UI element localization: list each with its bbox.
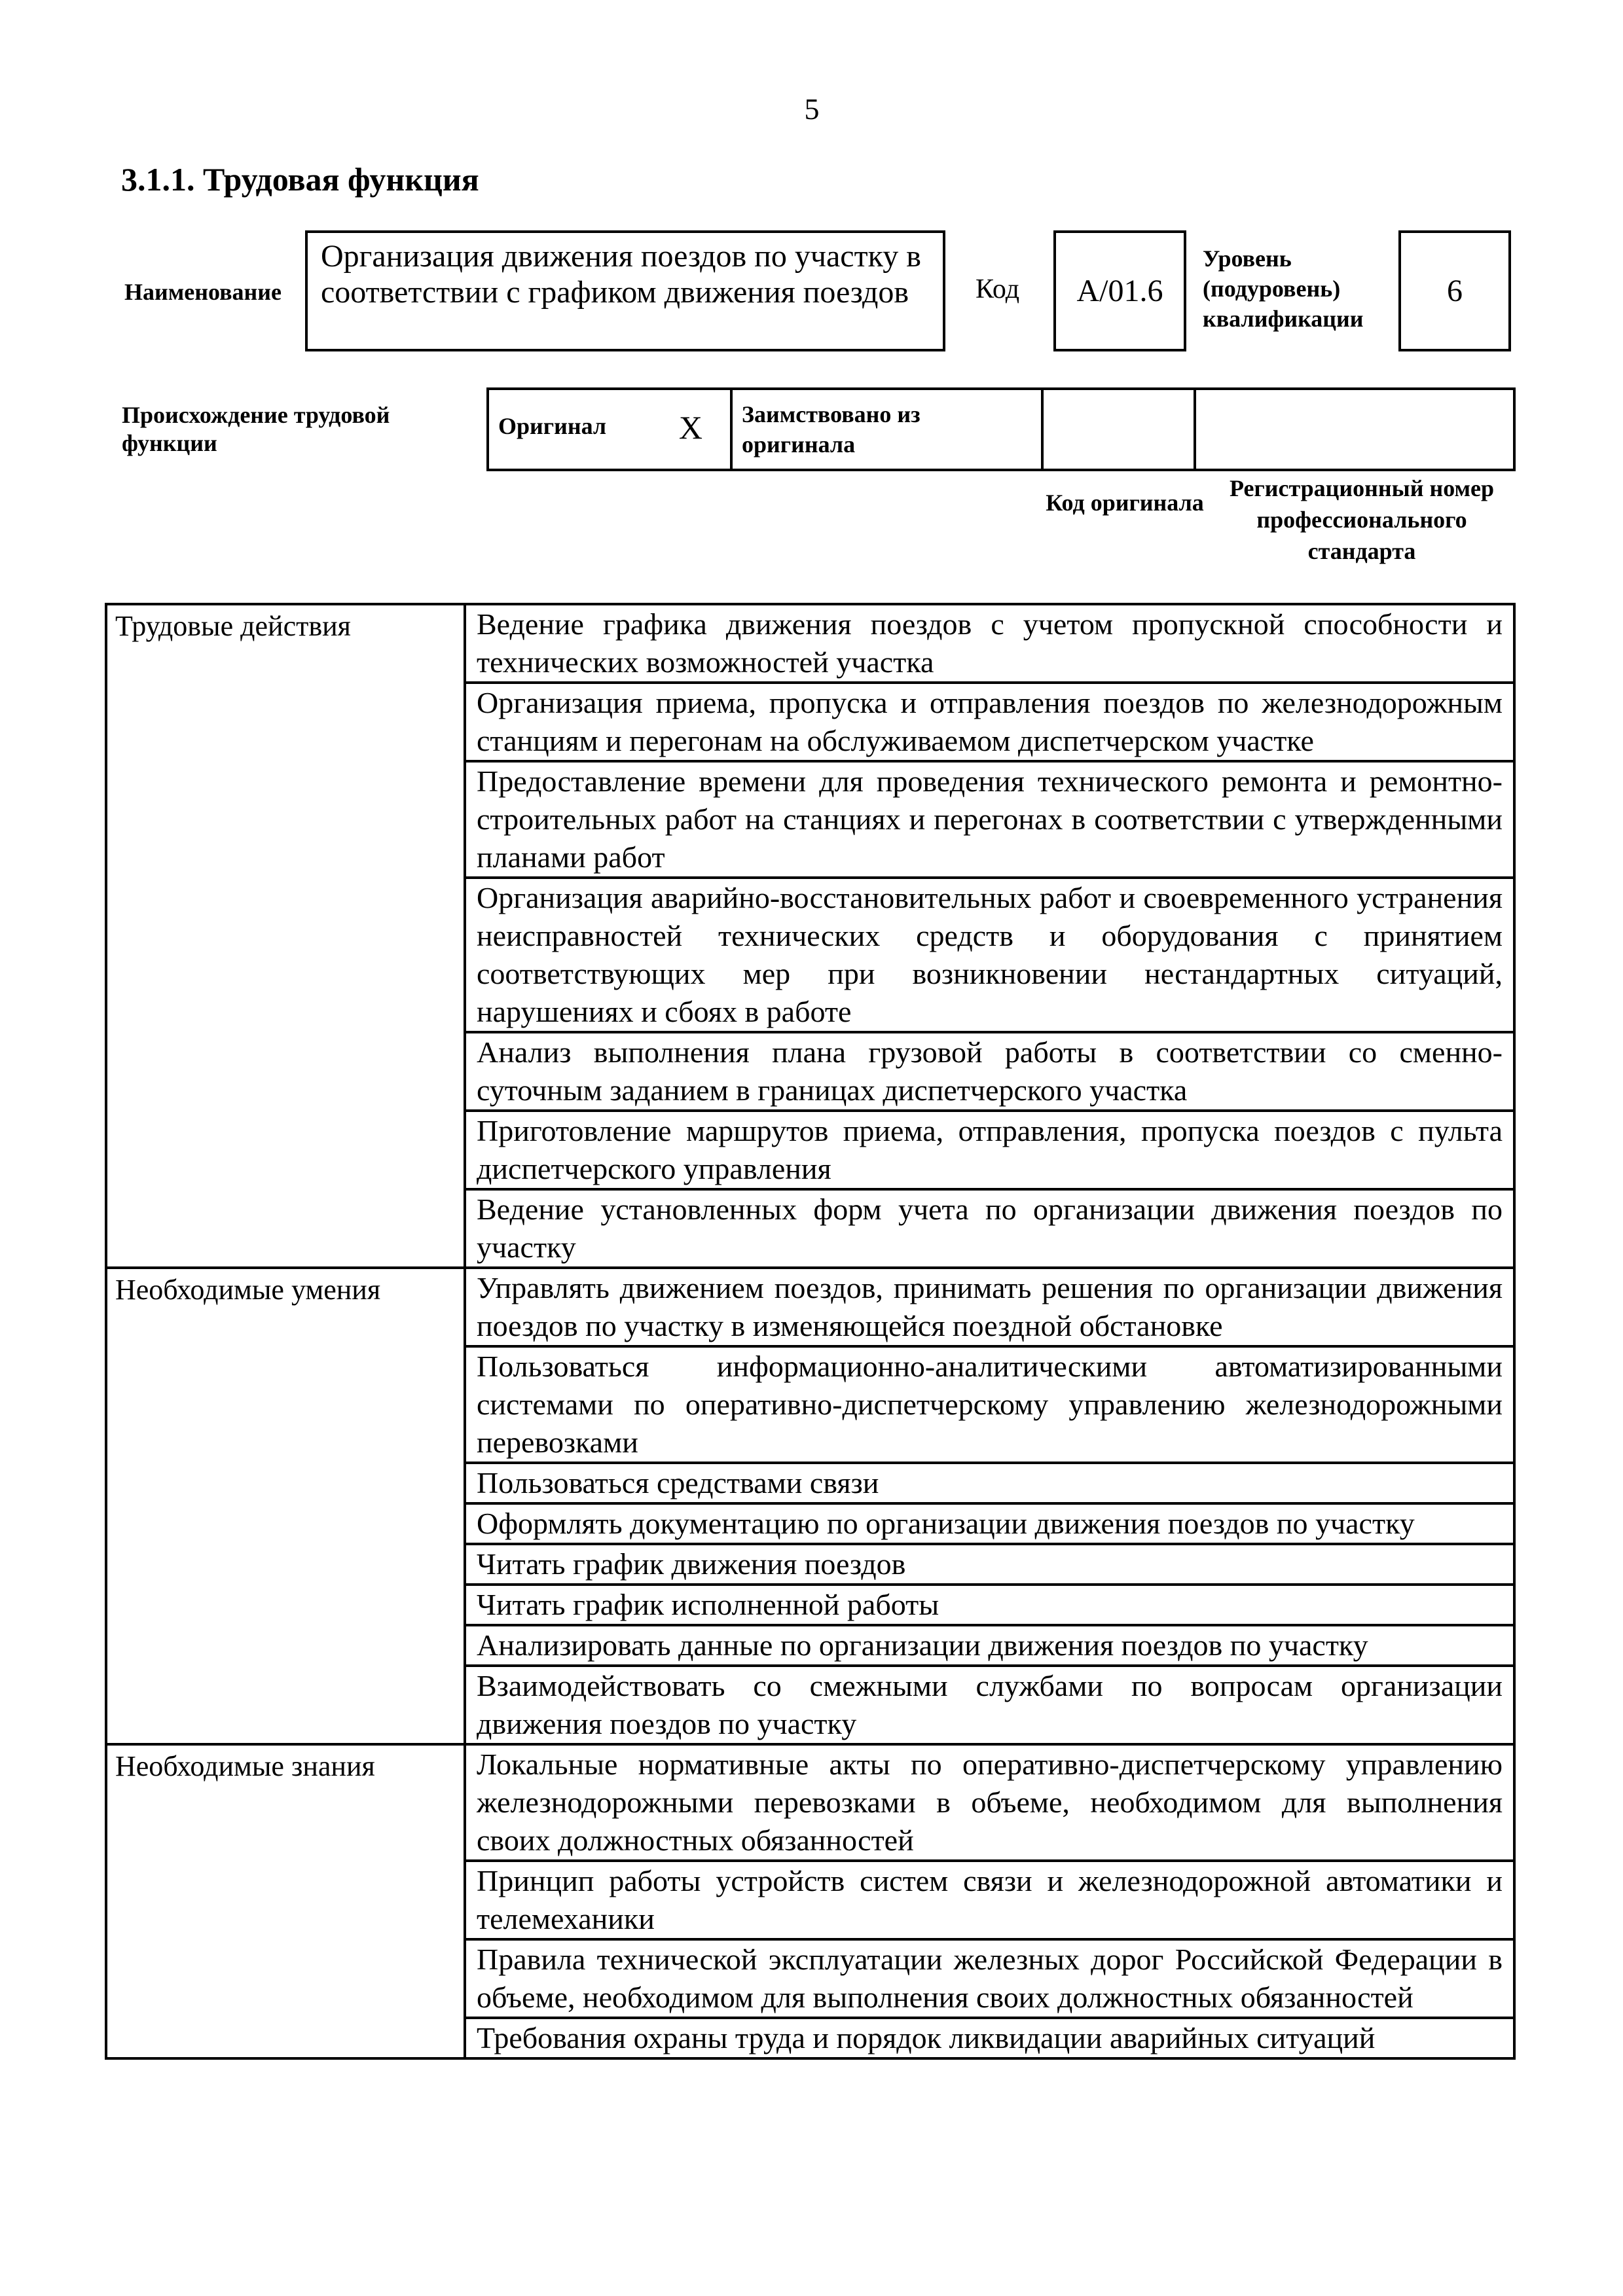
skills-label: Необходимые умения — [106, 1268, 465, 1744]
skill-item: Пользоваться информационно-аналитическими автоматизированными системами по оперативно-диспетчерскому управлению железнодорожными перевозками — [465, 1346, 1514, 1463]
skill-item: Анализировать данные по организации движения поездов по участку — [465, 1625, 1514, 1666]
labor-actions-label: Трудовые действия — [106, 604, 465, 1268]
function-name-box: Организация движения поездов по участку в соответствии с графиком движения поездов — [305, 230, 945, 351]
table-row — [106, 1268, 1514, 1346]
origin-code-caption: Код оригинала — [1046, 490, 1204, 516]
table-row — [106, 604, 1514, 683]
origin-code-cell — [1042, 389, 1195, 470]
labor-action-item: Ведение установленных форм учета по организации движения поездов по участку — [465, 1189, 1514, 1268]
knowledge-item: Локальные нормативные акты по оперативно-диспетчерскому управлению железнодорожными перевозками в объеме, необходимом для выполнения своих должностных обязанностей — [465, 1744, 1514, 1861]
origin-original-label: Оригинал — [498, 413, 607, 439]
section-title: 3.1.1. Трудовая функция — [121, 161, 479, 198]
code-label: Код — [976, 274, 1020, 304]
knowledge-item: Правила технической эксплуатации железных дорог Российской Федерации в объеме, необходимом для выполнения своих должностных обязанностей — [465, 1939, 1514, 2018]
labor-action-item: Предоставление времени для проведения технического ремонта и ремонтно-строительных работ на станциях и перегонах в соответствии с утвержденными планами работ — [465, 761, 1514, 878]
origin-reg-caption: Регистрационный номер профессионального стандарта — [1229, 475, 1495, 564]
knowledge-item: Требования охраны труда и порядок ликвидации аварийных ситуаций — [465, 2018, 1514, 2058]
origin-label: Происхождение трудовой функции — [122, 402, 390, 457]
labor-action-item: Организация приема, пропуска и отправления поездов по железнодорожным станциям и перегонам на обслуживаемом диспетчерском участке — [465, 683, 1514, 761]
skill-item: Взаимодействовать со смежными службами по вопросам организации движения поездов по участку — [465, 1666, 1514, 1744]
origin-reg-number-cell — [1195, 389, 1514, 470]
skill-item: Пользоваться средствами связи — [465, 1463, 1514, 1503]
labor-action-item: Приготовление маршрутов приема, отправления, пропуска поездов с пульта диспетчерского управления — [465, 1111, 1514, 1189]
labor-action-item: Ведение графика движения поездов с учетом пропускной способности и технических возможностей участка — [465, 604, 1514, 683]
labor-action-item: Анализ выполнения плана грузовой работы в соответствии со сменно-суточным заданием в границах диспетчерского участка — [465, 1032, 1514, 1111]
labor-action-item: Организация аварийно-восстановительных работ и своевременного устранения неисправностей технических средств и оборудования с принятием соответствующих мер при возникновении нестандартных ситуаций, нарушениях и сбоях в работе — [465, 878, 1514, 1032]
qualification-level-box: 6 — [1398, 230, 1511, 351]
origin-original-cell — [488, 389, 731, 470]
skill-item: Оформлять документацию по организации движения поездов по участку — [465, 1503, 1514, 1544]
skill-item: Управлять движением поездов, принимать решения по организации движения поездов по участку в изменяющейся поездной обстановке — [465, 1268, 1514, 1346]
qualification-level-label: Уровень (подуровень) квалификации — [1203, 245, 1364, 332]
knowledge-label: Необходимые знания — [106, 1744, 465, 2058]
name-label: Наименование — [124, 279, 282, 305]
origin-borrowed-label: Заимствовано из оригинала — [731, 389, 1042, 470]
page-number: 5 — [804, 92, 820, 126]
skill-item: Читать график движения поездов — [465, 1544, 1514, 1585]
origin-original-mark: X — [678, 409, 702, 446]
origin-table — [486, 387, 1516, 471]
skill-item: Читать график исполненной работы — [465, 1585, 1514, 1625]
function-details-table — [105, 603, 1516, 2060]
table-row — [106, 1744, 1514, 1861]
knowledge-item: Принцип работы устройств систем связи и железнодорожной автоматики и телемеханики — [465, 1861, 1514, 1939]
function-code-box: A/01.6 — [1053, 230, 1186, 351]
